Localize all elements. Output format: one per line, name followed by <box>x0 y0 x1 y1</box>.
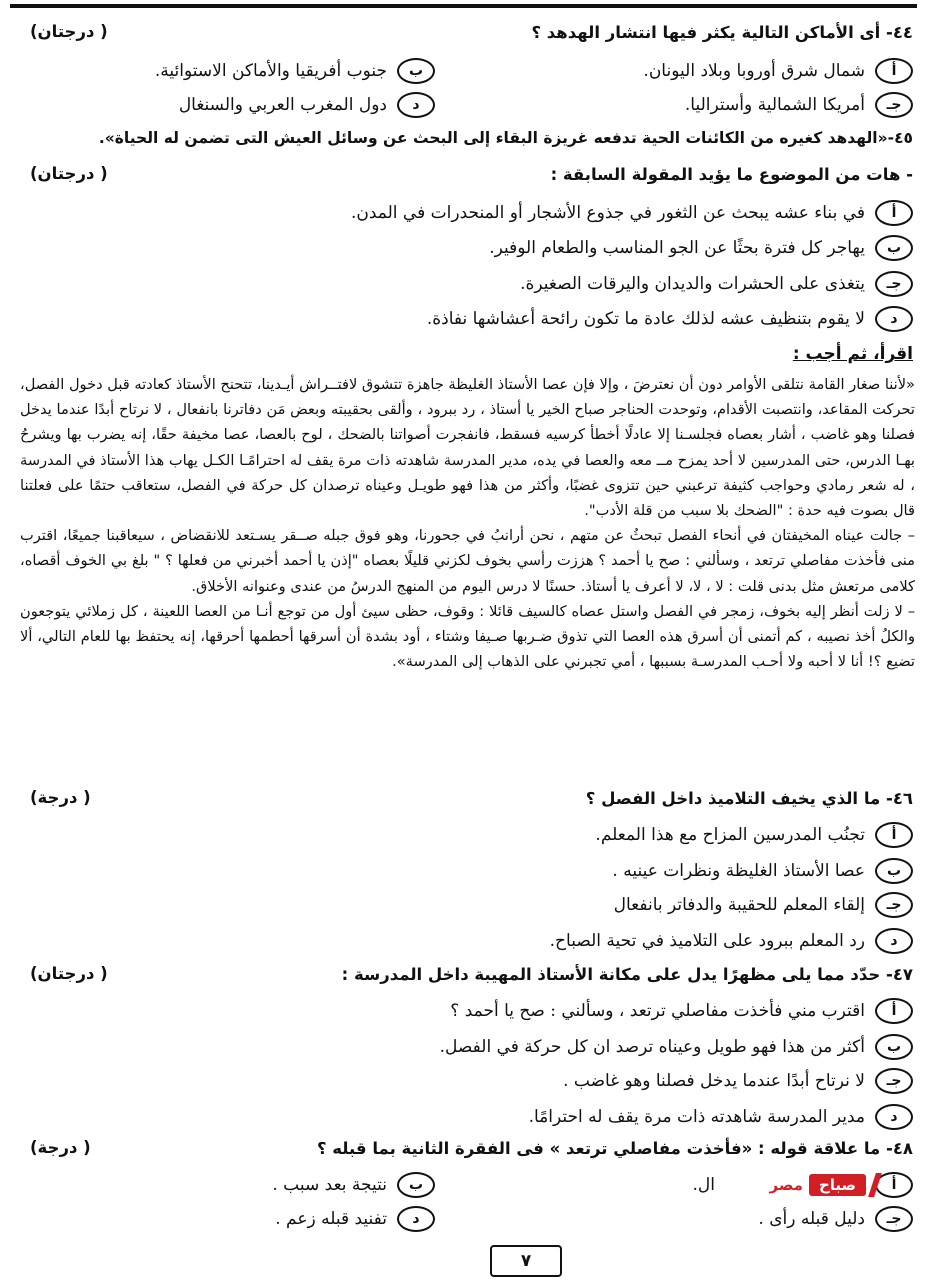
option-badge: جـ <box>875 892 913 918</box>
q47-option-b[interactable] <box>440 1034 913 1060</box>
q45-marks: ( درجتان) <box>30 164 108 183</box>
option-text: دليل قبله رأى . <box>758 1209 865 1229</box>
option-badge: أ <box>875 1172 913 1198</box>
q46-option-c[interactable] <box>614 892 913 918</box>
q45-option-a[interactable] <box>351 200 913 226</box>
option-text: دول المغرب العربي والسنغال <box>178 95 387 115</box>
logo-suffix: مصر <box>769 1176 803 1194</box>
watermark-logo <box>690 1170 878 1200</box>
option-text: إلقاء المعلم للحقيبة والدفاتر بانفعال <box>613 895 865 915</box>
q44-option-d[interactable] <box>179 92 435 118</box>
option-text: أمريكا الشمالية وأستراليا. <box>684 95 865 115</box>
q44-row <box>22 18 913 46</box>
option-text: نتيجة بعد سبب . <box>272 1175 387 1195</box>
q47-option-d[interactable] <box>529 1104 913 1130</box>
q47-marks: ( درجتان) <box>30 964 108 983</box>
q45-statement: ٤٥-«الهدهد كغيره من الكائنات الحية تدفعه غريزة البقاء إلى البحث عن وسائل العيش التى تضمن له الحياة». <box>98 129 913 147</box>
q45-option-b[interactable] <box>489 235 913 261</box>
option-badge: د <box>397 1206 435 1232</box>
option-text: في بناء عشه يبحث عن الثغور في جذوع الأشجار أو المنحدرات في المدن. <box>350 203 865 223</box>
option-badge: ب <box>875 1034 913 1060</box>
option-text: ال. <box>692 1175 715 1195</box>
option-text: عصا الأستاذ الغليظة ونظرات عينيه . <box>612 861 865 881</box>
q48-marks: ( درجة) <box>30 1138 91 1157</box>
option-badge: د <box>397 92 435 118</box>
option-badge: جـ <box>875 271 913 297</box>
option-text: تفنيد قبله زعم . <box>275 1209 387 1229</box>
q46-option-b[interactable] <box>612 858 913 884</box>
passage-paragraph-2: – جالت عيناه المخيفتان في أنحاء الفصل تبحثُ عن متهم ، نحن أرانبُ في جحورنا، وهو فوق جبله صــقر يسـتعد للانقضاض ، سيعاقبنا جميعًا، اقترب منى فأخذت مفاصلي ترتعد ، وسألني : صح يا أحمد ؟ هززت رأسي بخوف لكزني قليلًا بعصاه "إذن يا أحمد أخبرني من فعلها ؟ " بلغ بي الخوف أقصاه، كلامى مرتعش مثل بدنى قلت : لا ، لا، لا أعرف يا أستاذ. حسنًا لا درس اليوم من المنهج الدرسُ من عندى وعنوانه الأخلاق. <box>20 527 915 595</box>
option-text: تجنُب المدرسين المزاح مع هذا المعلم. <box>595 825 865 845</box>
reading-heading: اقرأ، ثم أجب : <box>792 344 913 364</box>
option-text: مدير المدرسة شاهدته ذات مرة يقف له احترامًا. <box>528 1107 865 1127</box>
option-badge: ب <box>397 58 435 84</box>
option-text: أكثر من هذا فهو طويل وعيناه ترصد ان كل حركة في الفصل. <box>439 1037 865 1057</box>
q46-option-a[interactable] <box>595 822 913 848</box>
option-badge: أ <box>875 822 913 848</box>
top-border <box>10 4 917 8</box>
option-badge: د <box>875 928 913 954</box>
q48-question: ٤٨- ما علاقة قوله : «فأخذت مفاصلي ترتعد » فى الفقرة الثانية بما قبله ؟ <box>316 1138 913 1158</box>
q47-row <box>22 960 913 988</box>
q45-row <box>22 160 913 188</box>
option-text: لا نرتاح أبدًا عندما يدخل فصلنا وهو غاضب . <box>563 1071 865 1091</box>
q44-question: ٤٤- أى الأماكن التالية يكثر فيها انتشار الهدهد ؟ <box>531 22 913 42</box>
passage-paragraph-1: «لأننا صغار القامة نتلقى الأوامر دون أن نعترضَ ، وإلا فإن عصا الأستاذ الغليظة جاهزة تتشوق لافتــراش أيـدينا، تتحنح الأستاذ كعادته قبل دخول الفصل، تحركت المقاعد، وانتصبت الأقدام، وتوحدت الحناجر صباح الخير يا أستاذ ، رد ببرود ، وألقى بحقيبته وبعض مَن دفاترنا بانفعال ، لا نرتاح أبدًا عندما يدخل فصلنا وهو غاضب ، أشار بعصاه فجلسـنا إلا عادلًا أخطأ كرسيه فسقط، فانفجرت أصواتنا بالضحك ، لوح بالعصا، عصا مخيفة حقًا، إنه يضرب بها ويشرحُ بهـا الدرس، حتى المدرسين لا أحد يمزح مــ معه والعصا في يده، مدير المدرسة شاهدته ذات مرة يقف له احترامًـا الكـل يهاب هذا الأستاذ في المدرسة ، له شعر رمادي وحواجب كثيفة ترعبني حين تتزوى غضبًا، وأكثر من هذا فهو طويـل وعيناه ترصدان كل حركة في الفصل، ستعاقب حتمًا على فعلتنا قال بصوت فيه حدة : "الضحك بلا سبب من قلة الأدب". <box>20 376 915 520</box>
option-badge: جـ <box>875 1206 913 1232</box>
q46-question: ٤٦- ما الذي يخيف التلاميذ داخل الفصل ؟ <box>585 788 913 808</box>
q44-marks: ( درجتان) <box>30 22 108 41</box>
q48-option-b[interactable] <box>272 1172 435 1198</box>
logo-brand: صباح <box>809 1174 866 1196</box>
option-text: يهاجر كل فترة بحثًا عن الجو المناسب والطعام الوفير. <box>489 238 865 258</box>
option-badge: جـ <box>875 1068 913 1094</box>
option-badge: أ <box>875 200 913 226</box>
page-number: ٧ <box>490 1245 562 1277</box>
q45-option-c[interactable] <box>520 271 913 297</box>
option-badge: ب <box>397 1172 435 1198</box>
option-text: رد المعلم ببرود على التلاميذ في تحية الصباح. <box>549 931 865 951</box>
q47-question: ٤٧- حدّد مما يلى مظهرًا يدل على مكانة الأستاذ المهيبة داخل المدرسة : <box>341 964 913 984</box>
q45-statement-row <box>22 124 913 152</box>
option-badge: أ <box>875 998 913 1024</box>
q46-row <box>22 784 913 812</box>
option-badge: جـ <box>875 92 913 118</box>
q44-option-a[interactable] <box>643 58 913 84</box>
q44-option-c[interactable] <box>685 92 913 118</box>
option-text: اقترب مني فأخذت مفاصلي ترتعد ، وسألني : صح يا أحمد ؟ <box>450 1001 865 1021</box>
passage-paragraph-3: – لا زلت أنظر إليه بخوف، زمجر في الفصل واستل عصاه كالسيف قائلا : وقوف، حظى سيئ أول من توجع أنـا من العصا اللعينة ، كل زملائي يتوجعون والكلُ أخذ نصيبه ، كم أتمنى أن أسرق هذه العصا التي تذوق ضـربها صـيفا وشتاء ، أود بشدة أن أسرقها أحطمها أحرقها، إنه يحتفظ بها للعام التالي، ألا تضيع ؟! أنا لا أحبه ولا أحـب المدرسـة بسببها ، أمي تجبرني على الذهاب إلى المدرسة». <box>20 602 915 671</box>
q46-marks: ( درجة) <box>30 788 91 807</box>
option-text: شمال شرق أوروبا وبلاد اليونان. <box>643 61 865 81</box>
q44-option-b[interactable] <box>155 58 435 84</box>
q47-option-a[interactable] <box>450 998 913 1024</box>
option-text: يتغذى على الحشرات والديدان واليرقات الصغيرة. <box>520 274 865 294</box>
option-badge: ب <box>875 235 913 261</box>
option-badge: د <box>875 1104 913 1130</box>
q48-row <box>22 1134 913 1162</box>
q48-option-c[interactable] <box>758 1206 913 1232</box>
option-text: لا يقوم بتنظيف عشه لذلك عادة ما تكون رائحة أعشاشها نفاذة. <box>426 309 865 329</box>
option-badge: د <box>875 306 913 332</box>
q45-question: - هات من الموضوع ما يؤيد المقولة السابقة : <box>550 164 913 184</box>
option-badge: أ <box>875 58 913 84</box>
reading-passage <box>20 372 915 674</box>
option-text: جنوب أفريقيا والأماكن الاستوائية. <box>154 61 387 81</box>
q47-option-c[interactable] <box>563 1068 913 1094</box>
q45-option-d[interactable] <box>427 306 913 332</box>
q48-option-d[interactable] <box>275 1206 435 1232</box>
option-badge: ب <box>875 858 913 884</box>
q46-option-d[interactable] <box>550 928 913 954</box>
